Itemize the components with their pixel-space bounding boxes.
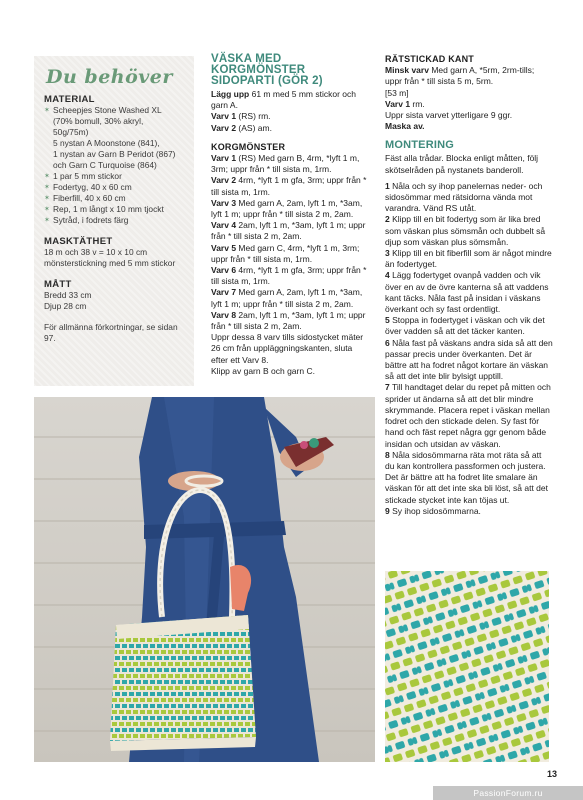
assembly-step-label: 9: [385, 505, 390, 516]
pattern-row-label: Varv 8: [211, 309, 237, 320]
assembly-step: [385, 270, 553, 315]
assembly-step-label: 2: [385, 214, 390, 225]
assembly-step-label: 7: [385, 382, 390, 393]
bag-photo: [34, 397, 375, 762]
material-item: ✶ 1 par 5 mm stickor: [44, 171, 186, 182]
edge-row-text: [53 m]: [385, 87, 409, 98]
edge-row: [385, 65, 553, 87]
edge-row: [385, 88, 553, 99]
material-item: ✶ Fiberfill, 40 x 60 cm: [44, 193, 186, 204]
assembly-step-text: Till handtaget delar du repet på mitten och sprider ut ändarna så att det blir mindre skrymmande. Placera repet i väskan mellan fodret och den stickade delen. Sy fast för hand och fäst repet några ggr genom både insidan och utsidan av väskan.: [385, 382, 551, 449]
pattern-heading: VÄSKA MED KORGMÖNSTER SIDOPARTI (GÖR 2): [211, 53, 323, 87]
pattern-row-label: Varv 2: [211, 175, 237, 186]
swatch-illustration: [385, 571, 549, 762]
pattern-row-label: Varv 7: [211, 287, 237, 298]
bag-photo-illustration: [34, 397, 375, 762]
assembly-step-text: Nåla sidosömmarna räta mot räta så att du kan kontrollera passformen och justera. Det är bättre att ha fodret lite smalare än väskan för att det inte ska bli löst, så att det stickade stycket inte kan töjas ut.: [385, 449, 549, 505]
pattern-row-text: (RS) Med garn B, 4rm, *lyft 1 m, 3rm; uppr från * till sista m, 1rm.: [211, 153, 360, 175]
edge-row-text: rm.: [410, 98, 425, 109]
assembly-step: [385, 214, 553, 248]
material-item: ✶ Rep, 1 m långt x 10 mm tjockt: [44, 204, 186, 215]
material-item: 50g/75m): [53, 127, 89, 137]
assembly-step-text: Nåla fast på väskans andra sida så att den passar precis under överkanten. Det är bättre att ha fodret något kortare än väskan så att det inte blir bylsigt upptill.: [385, 337, 553, 382]
basket-pattern-heading: KORGMÖNSTER: [211, 141, 286, 152]
pattern-row: [211, 220, 369, 242]
watermark: PassionForum.ru: [433, 786, 583, 800]
pattern-row-text: Med garn A, 2am, lyft 1 m, *3am, lyft 1 m; uppr från * till sista 2 m, 2am.: [211, 197, 363, 220]
assembly-step: [385, 506, 553, 517]
assembly-step-label: 5: [385, 315, 390, 326]
intro-line: [211, 111, 369, 122]
cast-on-instructions: [211, 89, 369, 134]
pattern-row: [211, 198, 369, 220]
assembly-step-text: Stoppa in fodertyget i väskan och vik det över vadden så att det täcker kanten.: [385, 315, 545, 337]
edge-row: [385, 99, 553, 110]
pattern-outro: Uppr dessa 8 varv tills sidostycket mäter 26 cm från uppläggningskanten, sluta efter ett Varv 8.: [211, 332, 364, 365]
assembly-step-label: 6: [385, 337, 390, 348]
assembly-step-label: 4: [385, 270, 390, 281]
assembly-step: [385, 315, 553, 337]
edge-row-text: Med garn A, *5rm, 2rm-tills; uppr från * till sista 5 m, 5rm.: [385, 65, 535, 87]
material-item: 5 nystan A Moonstone (841),: [53, 138, 160, 148]
pattern-row: [211, 175, 369, 197]
gauge-text: 18 m och 38 v = 10 x 10 cm mönsterstickning med 5 mm stickor: [44, 247, 176, 268]
pattern-row: [211, 287, 369, 309]
swatch-photo: [385, 571, 549, 762]
intro-line-text: (RS) rm.: [236, 111, 271, 122]
intro-line-label: Varv 1: [211, 111, 237, 122]
pattern-row: [211, 153, 369, 175]
edge-row: [385, 121, 553, 132]
assembly-step-text: Nåla och sy ihop panelernas neder- och sidosömmar med rätsidorna vända mot varandra. Vänd RS utåt.: [385, 180, 543, 214]
page-number: 13: [546, 769, 557, 779]
assembly-step: [385, 450, 553, 506]
pattern-row-label: Varv 6: [211, 265, 237, 276]
intro-line-label: Varv 2: [211, 122, 237, 133]
assembly-step: [385, 181, 553, 215]
material-item: ✶ Fodertyg, 40 x 60 cm: [44, 182, 186, 193]
material-heading: MATERIAL: [44, 94, 95, 105]
pattern-row-label: Varv 3: [211, 197, 237, 208]
pattern-row-label: Varv 5: [211, 242, 237, 253]
pattern-row-label: Varv 4: [211, 220, 237, 231]
materials-sidebar: [34, 56, 194, 386]
abbreviation-note: För allmänna förkortningar, se sidan 97.: [44, 322, 178, 343]
basket-pattern-rows: [211, 153, 369, 332]
pattern-row-text: Med garn A, 2am, lyft 1 m, *3am, lyft 1 m; uppr från * till sista 2 m, 2am.: [211, 287, 363, 309]
assembly-step-label: 8: [385, 449, 390, 460]
material-item: 1 nystan av Garn B Peridot (867): [53, 149, 176, 159]
material-item: ✶ Scheepjes Stone Washed XL: [44, 105, 186, 116]
pattern-row-text: 4rm, *lyft 1 m gfa, 3rm; uppr från * till sista m, 1rm.: [211, 265, 367, 287]
assembly-heading: MONTERING: [385, 139, 455, 152]
edge-row-text: Uppr sista varvet ytterligare 9 ggr.: [385, 110, 513, 121]
intro-line-text: (AS) am.: [236, 122, 272, 133]
assembly-step: [385, 338, 553, 383]
size-heading: MÅTT: [44, 279, 72, 290]
assembly-step: [385, 382, 553, 449]
size-width: Bredd 33 cm: [44, 290, 92, 300]
pattern-row: [211, 310, 369, 332]
pattern-row: [211, 243, 369, 265]
size-depth: Djup 28 cm: [44, 301, 87, 311]
pattern-row-text: 2am, lyft 1 m, *3am, lyft 1 m; uppr från * till sista 2 m, 2am.: [211, 309, 366, 332]
edge-row-label: Maska av.: [385, 121, 425, 132]
pattern-row: [211, 265, 369, 287]
edge-row-label: Varv 1: [385, 98, 411, 109]
assembly-steps: [385, 181, 553, 517]
material-item: och Garn C Turquoise (864): [53, 160, 157, 170]
assembly-intro: Fäst alla trådar. Blocka enligt måtten, följ skötselråden på nystanets banderoll.: [385, 153, 539, 175]
assembly-step-text: Klipp till en bit fodertyg som är lika bred som väskan plus sömsmån och dubbelt så djup som väskan plus sömsmån.: [385, 214, 546, 247]
gauge-heading: MASKTÄTHET: [44, 236, 113, 247]
assembly-step-label: 3: [385, 248, 390, 259]
garter-edge-rows: [385, 65, 553, 132]
intro-line-label: Lägg upp: [211, 89, 250, 99]
pattern-row-text: Med garn C, 4rm, *lyft 1 m, 3rm; uppr från * till sista m, 1rm.: [211, 242, 360, 264]
pattern-row-text: 2am, lyft 1 m, *3am, lyft 1 m; uppr från * till sista 2 m, 2am.: [211, 220, 366, 242]
assembly-step-text: Sy ihop sidosömmarna.: [389, 505, 481, 516]
pattern-column: [211, 54, 369, 377]
intro-line-text: 61 m med 5 mm stickor och garn A.: [211, 89, 357, 111]
pattern-row-label: Varv 1: [211, 153, 237, 164]
intro-line: [211, 89, 369, 111]
pattern-outro-cut: Klipp av garn B och garn C.: [211, 365, 315, 376]
edge-row: [385, 110, 553, 121]
sidebar-title: Du behöver: [46, 66, 173, 88]
finishing-column: [385, 54, 553, 517]
material-item: (70% bomull, 30% akryl,: [53, 116, 144, 126]
edge-row-label: Minsk varv: [385, 65, 429, 76]
garter-edge-heading: RÄTSTICKAD KANT: [385, 54, 474, 64]
intro-line: [211, 123, 369, 134]
pattern-row-text: 4rm, *lyft 1 m gfa, 3rm; uppr från * till sista m, 1rm.: [211, 175, 367, 197]
assembly-step-text: Klipp till en bit fiberfill som är något mindre än fodertyget.: [385, 248, 552, 270]
material-item: ✶ Sytråd, i fodrets färg: [44, 215, 186, 226]
assembly-step-label: 1: [385, 180, 390, 191]
assembly-step-text: Lägg fodertyget ovanpå vadden och vik över en av de övre kanterna så att vaddens kant täcks. Nåla fast på insidan i väskans överkant och sy fast ordentligt.: [385, 270, 549, 315]
assembly-step: [385, 248, 553, 270]
material-list: [44, 105, 186, 226]
